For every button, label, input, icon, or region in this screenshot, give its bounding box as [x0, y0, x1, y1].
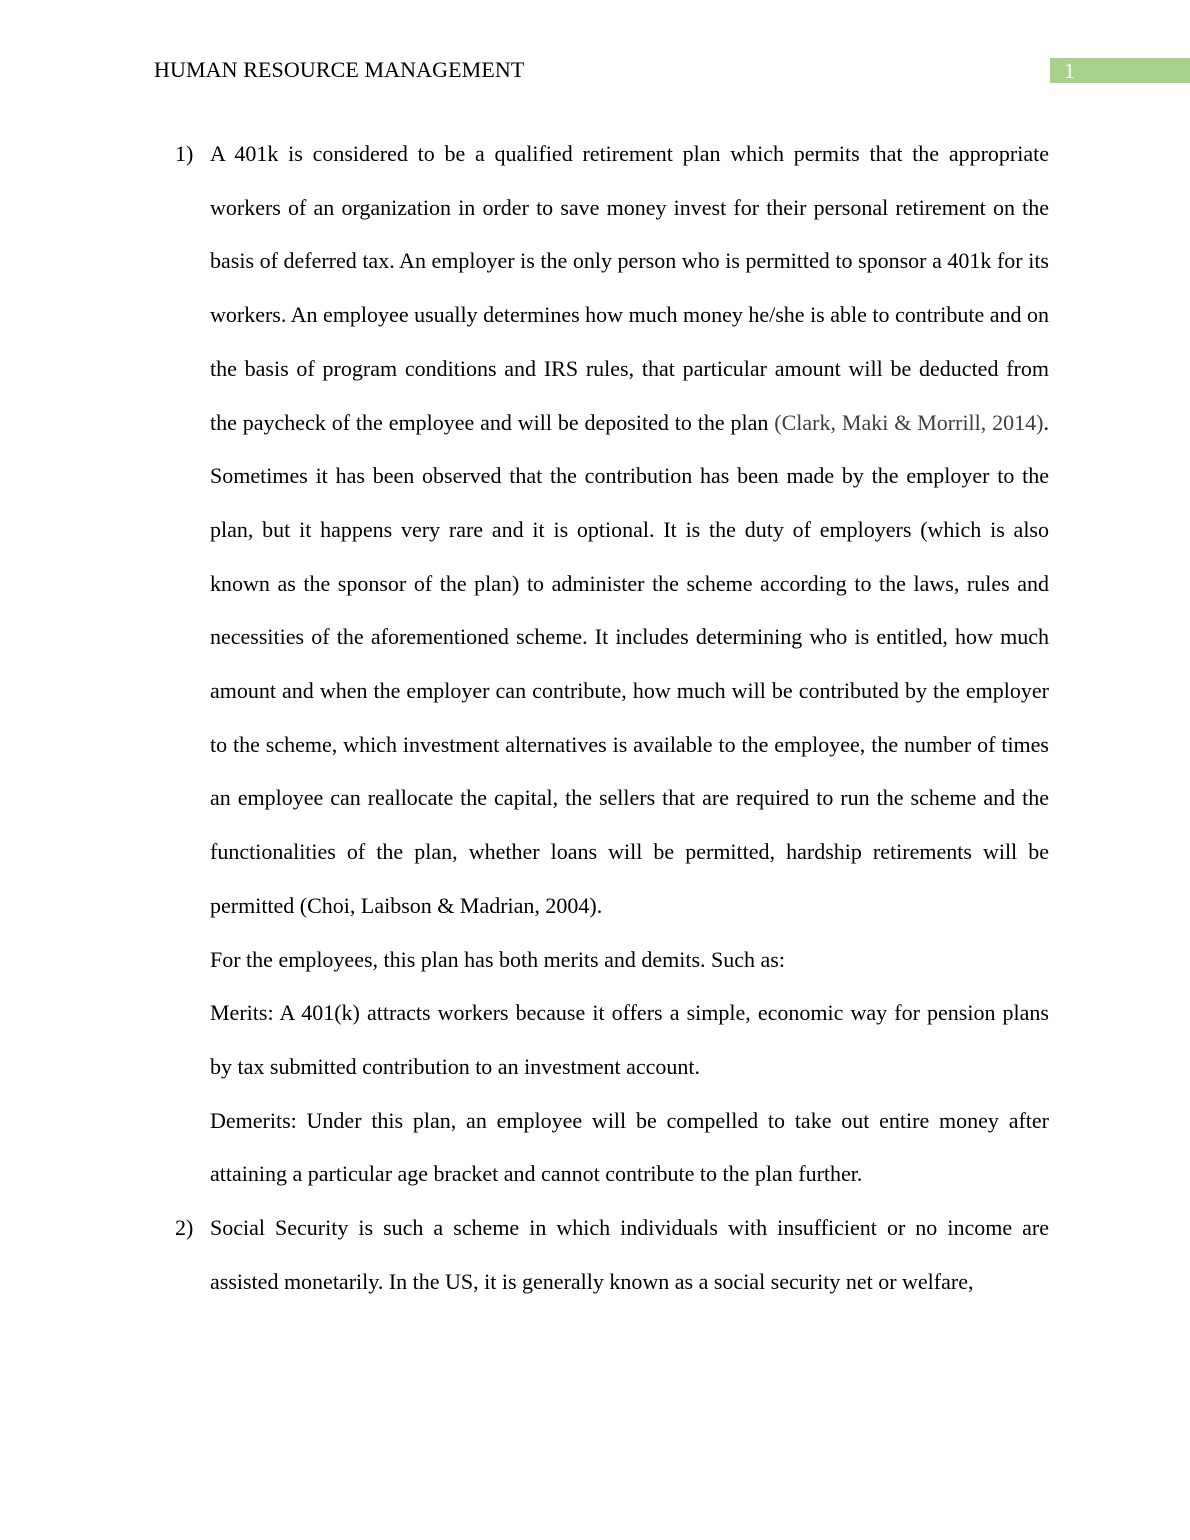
running-head: HUMAN RESOURCE MANAGEMENT [154, 57, 525, 82]
paragraph-merits: Merits: A 401(k) attracts workers because it offers a simple, economic way for pension plans by tax submitted contribution to an investment account. [210, 1000, 1049, 1079]
list-marker-2: 2) [175, 1215, 194, 1241]
list-item-1 [0, 127, 1190, 1201]
list-item-2 [0, 1201, 1190, 1308]
paragraph-401k-definition [210, 127, 1049, 933]
paragraph-text: A 401k is considered to be a qualified retirement plan which permits that the appropriate workers of an organization in order to save money invest for their personal retirement on the basis of deferred tax. An employer is the only person who is permitted to sponsor a 401k for its workers. An employee usually determines how much money he/she is able to contribute and on the basis of program conditions and IRS rules, that particular amount will be deducted from the paycheck of the employee and will be deposited to the plan [210, 141, 1049, 435]
paragraph-merits-demerits-intro: For the employees, this plan has both merits and demits. Such as: [210, 946, 785, 972]
page-number: 1 [1064, 58, 1075, 83]
page-header [0, 0, 1190, 120]
paragraph-social-security: Social Security is such a scheme in which individuals with insufficient or no income are assisted monetarily. In the US, it is generally known as a social security net or welfare, [210, 1215, 1049, 1294]
document-body [0, 127, 1190, 1308]
list-marker-1: 1) [175, 141, 194, 166]
page-number-box [1050, 58, 1190, 83]
paragraph-text: . Sometimes it has been observed that the contribution has been made by the employer to the plan, but it happens very rare and it is optional. It is the duty of employers (which is also known as the sponsor of the plan) to administer the scheme according to the laws, rules and necessities of the aforementioned scheme. It includes determining who is entitled, how much amount and when the employer can contribute, how much will be contributed by the employer to the scheme, which investment alternatives is available to the employee, the number of times an employee can reallocate the capital, the sellers that are required to run the scheme and the functionalities of the plan, whether loans will be permitted, hardship retirements will be permitted (Choi, Laibson & Madrian, 2004). [210, 409, 1049, 918]
paragraph-demerits: Demerits: Under this plan, an employee will be compelled to take out entire money after attaining a particular age bracket and cannot contribute to the plan further. [210, 1107, 1049, 1187]
citation-clark-maki-morrill: (Clark, Maki & Morrill, 2014) [774, 409, 1044, 435]
